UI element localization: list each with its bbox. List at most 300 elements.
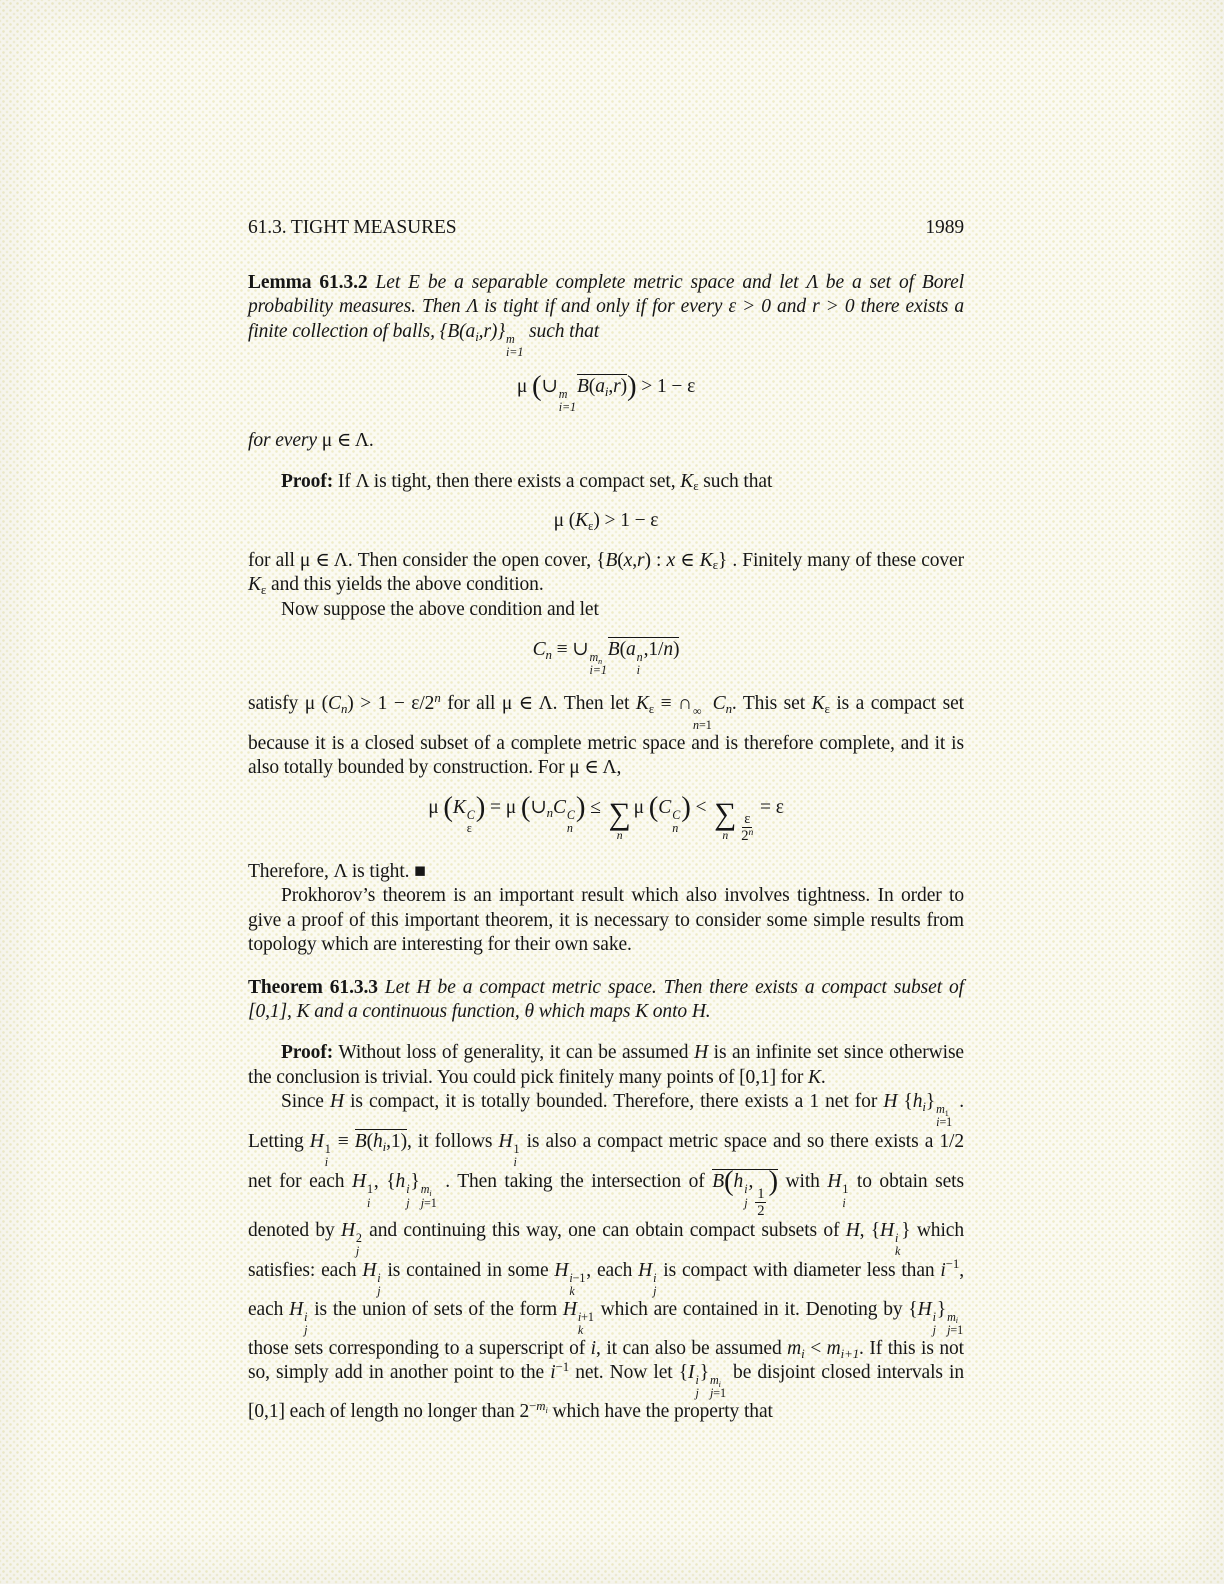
text-run: H	[289, 1298, 304, 1320]
text-run: H	[562, 1298, 577, 1320]
text-run	[637, 651, 643, 677]
proof-paragraph	[248, 1041, 964, 1090]
text-run: j	[653, 1283, 657, 1298]
display-formula	[248, 637, 964, 677]
text-run	[755, 1186, 766, 1220]
text-run: . This set	[731, 693, 812, 715]
text-run: ε	[824, 702, 830, 717]
text-run: K	[575, 510, 589, 532]
text-run: ε	[648, 702, 655, 717]
text-run: 1	[757, 1185, 765, 1202]
text-run: H	[638, 1259, 653, 1281]
text-run: n	[434, 691, 441, 706]
text-run: 1	[366, 1182, 373, 1197]
text-run	[569, 1272, 585, 1285]
text-run: n	[672, 820, 679, 835]
text-run: 1	[944, 1108, 949, 1118]
text-run: Now suppose the above condition and let	[281, 598, 599, 620]
text-run: −1	[572, 1270, 586, 1285]
text-run: I	[688, 1362, 695, 1384]
text-run: j	[304, 1322, 308, 1337]
text-run: (	[648, 790, 659, 823]
text-run: for all μ ∈ Λ. Then consider the open cover, {	[248, 549, 606, 571]
text-run: to obtain sets denoted by	[248, 1171, 964, 1242]
text-run	[936, 1103, 952, 1129]
text-run: K	[248, 574, 261, 596]
text-run: i+1	[840, 1346, 860, 1361]
text-run	[421, 1197, 437, 1210]
text-run: 1	[324, 1142, 331, 1157]
text-run: n	[616, 829, 623, 843]
text-run: which have the property that	[547, 1401, 773, 1423]
text-run: C	[672, 807, 681, 822]
text-run: (	[619, 639, 626, 661]
text-run: j	[709, 1386, 714, 1401]
text-run	[569, 1272, 585, 1298]
text-run: which are contained in it. Denoting by {	[594, 1298, 918, 1320]
text-run: μ	[633, 796, 649, 818]
text-run: i	[577, 1309, 582, 1324]
text-run: x	[666, 549, 676, 571]
text-run	[608, 637, 680, 677]
text-run: for all μ ∈ Λ. Then let	[440, 693, 636, 715]
text-run: i	[922, 1100, 926, 1115]
text-run: } which satisfies: each	[248, 1220, 964, 1281]
text-run: )	[475, 790, 486, 823]
paragraph	[248, 1090, 964, 1425]
text-run: }	[936, 1298, 947, 1320]
text-run: ∈	[675, 549, 700, 571]
text-run: H	[827, 1171, 842, 1193]
text-run: Theorem 61.3.3	[248, 976, 378, 998]
text-run: i	[801, 1346, 805, 1361]
text-run: ε	[712, 558, 718, 573]
text-run: net. Now let {	[569, 1362, 689, 1384]
text-run	[559, 388, 576, 414]
text-run: n	[598, 656, 603, 666]
text-run: (	[520, 790, 531, 823]
text-run: Therefore, Λ is tight. ■	[248, 860, 426, 882]
text-run: H	[845, 1220, 860, 1242]
text-run: and this yields the above condition.	[266, 574, 544, 596]
text-run: }	[925, 1091, 936, 1113]
text-run: is the union of sets of the form	[308, 1298, 563, 1320]
text-run: H	[362, 1259, 377, 1281]
text-run: m	[787, 1337, 802, 1359]
text-run: H	[340, 1220, 355, 1242]
text-run: (	[531, 369, 542, 402]
text-run: i	[940, 1259, 946, 1281]
text-run: i	[653, 1270, 657, 1285]
text-run: =1	[713, 1386, 726, 1401]
text-run	[947, 1311, 963, 1337]
text-run: C	[552, 796, 566, 818]
text-run	[842, 1183, 848, 1209]
text-run: }	[699, 1362, 709, 1384]
text-run: h	[373, 1131, 383, 1153]
text-run	[356, 1232, 362, 1258]
text-run: i	[744, 1182, 748, 1197]
text-run: = μ	[485, 796, 521, 818]
text-run: n	[545, 648, 552, 663]
text-run: n	[340, 702, 348, 717]
page-content-column	[248, 216, 964, 1425]
text-run: K	[680, 470, 694, 492]
text-run: Since	[281, 1091, 330, 1113]
text-run: i	[590, 1337, 596, 1359]
text-run: j	[355, 1244, 360, 1259]
text-run: +1	[581, 1309, 594, 1324]
text-run: i	[304, 1309, 308, 1324]
text-run: r	[613, 375, 621, 397]
text-run: .	[820, 1066, 826, 1088]
text-run: (	[724, 1165, 734, 1198]
text-run: r	[637, 549, 645, 571]
text-run: satisfy μ (	[248, 693, 329, 715]
text-run: j	[377, 1283, 381, 1298]
text-run: } . Finitely many of these cover	[717, 549, 965, 571]
text-run: H	[498, 1131, 513, 1153]
text-run: such that	[698, 470, 773, 492]
text-run: H	[880, 1220, 894, 1242]
text-run: is compact with diameter less than	[657, 1259, 941, 1281]
text-run	[577, 374, 627, 397]
text-run: n	[636, 650, 643, 665]
text-run: a	[595, 375, 605, 397]
display-formula	[248, 790, 964, 845]
text-run: is also a compact metric space and so there exists a 1/2 net for each	[248, 1131, 964, 1193]
text-run: ,	[748, 1171, 754, 1193]
text-run: be disjoint closed intervals in [0,1] each of length no longer than 2	[248, 1362, 964, 1423]
text-run: =1	[950, 1322, 964, 1337]
text-run: (	[617, 549, 624, 571]
text-run: j	[932, 1322, 936, 1337]
statement-paragraph	[248, 976, 964, 1025]
text-run: j	[744, 1195, 748, 1210]
text-run	[936, 1116, 952, 1129]
text-run: m	[947, 1309, 956, 1324]
text-run: n	[693, 717, 699, 732]
text-run: −1	[945, 1257, 960, 1272]
text-run: m	[936, 1102, 945, 1117]
text-run: , {	[859, 1220, 881, 1242]
text-run	[693, 705, 712, 731]
text-run: j	[420, 1195, 424, 1210]
text-run: ≡ ∪	[551, 639, 589, 661]
text-run: C	[566, 807, 575, 822]
text-run: > 1 − ε	[636, 375, 696, 397]
text-run	[578, 1311, 594, 1324]
text-run: , it can also be assumed	[596, 1337, 788, 1359]
text-run: H	[351, 1171, 366, 1193]
text-run: . If this is not so, simply add in another point to the	[248, 1337, 965, 1384]
text-run: m	[709, 1373, 719, 1388]
text-run	[741, 828, 753, 844]
text-run: =1	[423, 1195, 437, 1210]
text-run: i	[604, 384, 609, 399]
text-run: K	[811, 693, 825, 715]
text-run: is compact, it is totally bounded. Therefore, there exists a 1 net for	[343, 1091, 884, 1113]
text-run: −	[529, 1399, 537, 1414]
text-run: Proof:	[281, 1042, 334, 1064]
text-run: j	[406, 1195, 410, 1210]
text-run: i	[475, 329, 479, 344]
text-run: is contained in some	[381, 1259, 555, 1281]
text-run: H	[883, 1091, 898, 1113]
text-run: j	[695, 1386, 699, 1401]
text-run: for every	[248, 429, 322, 451]
text-run: H	[917, 1298, 932, 1320]
text-run	[672, 809, 680, 835]
text-run: i	[718, 1379, 721, 1389]
text-run: i=1	[558, 399, 576, 414]
text-run: Let E be a separable complete metric space and let Λ be a set of Borel probability measures. Then Λ is tight if and only if for every ε > 0 and r > 0 there exists a finite collection of balls, {B(a	[248, 271, 965, 342]
text-run	[714, 796, 737, 843]
text-run: i	[324, 1155, 328, 1170]
section-title: 61.3. TIGHT MEASURES	[248, 217, 457, 238]
text-run	[377, 1272, 380, 1298]
text-run: ) :	[644, 549, 667, 571]
text-run: h	[912, 1091, 923, 1113]
text-run: μ	[516, 375, 532, 397]
text-run: −1	[555, 1360, 570, 1375]
text-run: C	[532, 639, 546, 661]
text-run: 1	[513, 1142, 520, 1157]
text-run	[529, 1399, 548, 1413]
paragraph	[248, 598, 964, 623]
text-run: i	[429, 1188, 432, 1198]
text-run: . Letting	[248, 1091, 965, 1153]
text-run	[653, 1272, 656, 1298]
text-run: , it follows	[406, 1131, 499, 1153]
text-run: . Then taking the intersection of	[437, 1171, 713, 1193]
text-run: ,	[632, 549, 638, 571]
text-run: i	[382, 1140, 387, 1155]
text-run: K	[452, 796, 466, 818]
text-run: m	[536, 1399, 546, 1414]
text-run: is an infinite set since otherwise the conclusion is trivial. You could pick finitely many points of [0,1] for	[248, 1042, 964, 1088]
text-run: (	[588, 375, 596, 397]
text-run: K	[635, 693, 649, 715]
paragraph	[248, 692, 964, 780]
text-run	[421, 1183, 437, 1209]
text-run: i	[513, 1155, 517, 1170]
text-run: If Λ is tight, then there exists a compact set,	[333, 470, 681, 492]
proof-paragraph	[248, 470, 964, 495]
text-run: B	[354, 1131, 367, 1153]
text-run	[567, 809, 575, 835]
text-run: and continuing this way, one can obtain compact subsets of	[362, 1220, 846, 1242]
text-run: H	[694, 1042, 709, 1064]
text-run: ε	[693, 479, 699, 494]
text-run: ∑	[714, 796, 737, 832]
text-run: n	[566, 820, 573, 835]
text-run: )	[673, 639, 680, 661]
text-run: H	[329, 1091, 344, 1113]
text-run: , each	[586, 1259, 639, 1281]
text-run: Proof:	[281, 470, 334, 492]
text-run: i=1	[589, 663, 607, 678]
page-number: 1989	[925, 217, 964, 238]
text-run: )	[627, 369, 637, 402]
paragraph	[248, 549, 964, 598]
text-run: Prokhorov’s theorem is an important result which also involves tightness. In order to give a proof of this important theorem, it is necessary to consider some simple results from topology which are interesting for their own sake.	[248, 885, 964, 956]
text-run: B	[576, 375, 589, 397]
text-run: n	[722, 829, 729, 843]
text-run: (	[443, 790, 453, 823]
text-run	[514, 1143, 520, 1169]
text-run	[710, 1387, 726, 1400]
text-run: ≡	[331, 1131, 355, 1153]
text-run: <	[804, 1337, 827, 1359]
text-run: ,1/	[643, 639, 664, 661]
text-run: ∞	[693, 704, 702, 719]
text-run: m	[589, 650, 599, 665]
text-run: m	[420, 1182, 430, 1197]
text-run	[608, 796, 631, 843]
text-run	[933, 1311, 936, 1337]
text-run: )	[575, 790, 586, 823]
text-run: i	[545, 1404, 548, 1415]
text-run: C	[712, 693, 726, 715]
text-run: m	[558, 386, 568, 401]
text-run: a	[626, 639, 636, 661]
text-run: such that	[524, 320, 600, 342]
text-run: ≡ ∩	[654, 693, 693, 715]
text-run: i	[932, 1309, 936, 1324]
text-run	[695, 1374, 698, 1400]
text-run: <	[690, 796, 712, 818]
text-run: , {	[373, 1171, 396, 1193]
text-run: {	[897, 1091, 913, 1113]
text-run: k	[569, 1283, 575, 1298]
text-run	[710, 1374, 726, 1400]
text-run: i=1	[506, 344, 524, 359]
text-run	[895, 1232, 900, 1258]
text-run: ,r)}	[478, 320, 506, 342]
text-run	[693, 719, 712, 732]
text-run	[590, 651, 607, 677]
text-run: those sets corresponding to a superscript of	[248, 1337, 591, 1359]
text-run: Let H be a compact metric space. Then there exists a compact subset of [0,1], K and a continuous function, θ which maps K onto H.	[248, 976, 964, 1023]
text-run: B	[607, 639, 620, 661]
text-run: is a compact set because it is a closed subset of a complete metric space and is therefore complete, and it is also totally bounded by construction. For μ ∈ Λ,	[248, 693, 964, 779]
text-run	[712, 1165, 778, 1220]
text-run: i	[936, 1115, 940, 1130]
text-run: ε	[588, 518, 594, 533]
text-run	[741, 811, 753, 845]
display-formula	[248, 369, 964, 414]
text-run: ∪	[541, 375, 558, 397]
text-run: ) > 1 − ε	[593, 510, 659, 532]
text-run: i	[636, 663, 640, 678]
text-run: i	[569, 1270, 573, 1285]
text-run: B	[712, 1171, 725, 1193]
text-run: i	[366, 1195, 371, 1210]
text-run: K	[808, 1066, 821, 1088]
text-run: i	[377, 1270, 381, 1285]
text-run	[744, 1183, 747, 1209]
text-run: i	[842, 1195, 846, 1210]
text-run: ≤	[585, 796, 606, 818]
text-run: ) > 1 − ε/2	[347, 693, 435, 715]
text-run: h	[733, 1171, 744, 1193]
text-run: ∪	[530, 796, 547, 818]
text-run: Without loss of generality, it can be assumed	[333, 1042, 695, 1064]
text-run: C	[466, 807, 475, 822]
statement-paragraph	[248, 271, 964, 359]
text-run: 2	[757, 1203, 765, 1220]
text-run: C	[658, 796, 672, 818]
text-run	[406, 1183, 409, 1209]
text-run: 2	[741, 828, 749, 845]
text-run: m	[826, 1337, 841, 1359]
text-run: k	[895, 1244, 901, 1259]
text-run: μ	[428, 796, 444, 818]
text-run: n	[748, 827, 754, 838]
text-run: )	[620, 375, 628, 397]
paragraph	[248, 884, 964, 958]
text-run	[467, 809, 475, 835]
text-run: )	[768, 1165, 778, 1198]
text-run: x	[623, 549, 633, 571]
text-run	[354, 1129, 407, 1155]
page-header	[248, 216, 964, 241]
text-run: i	[406, 1182, 410, 1197]
text-run: H	[554, 1259, 569, 1281]
paragraph	[248, 429, 964, 454]
text-run: , each	[248, 1259, 965, 1320]
text-run	[506, 333, 523, 359]
display-formula	[248, 509, 964, 534]
text-run: i	[955, 1316, 958, 1326]
text-run: μ (	[553, 510, 576, 532]
text-run: i	[550, 1362, 556, 1384]
text-run: K	[699, 549, 713, 571]
text-run: =1	[698, 717, 712, 732]
text-run: 1	[842, 1182, 849, 1197]
text-run: h	[395, 1171, 406, 1193]
text-run: j	[947, 1322, 951, 1337]
text-run	[947, 1324, 963, 1337]
text-run	[304, 1311, 307, 1337]
text-run: C	[328, 693, 341, 715]
text-run	[325, 1143, 331, 1169]
paragraph	[248, 860, 964, 885]
text-run: ,1)	[386, 1131, 407, 1153]
text-run: μ ∈ Λ.	[321, 429, 374, 451]
text-run: n	[663, 639, 674, 661]
text-run: n	[546, 805, 553, 820]
text-run: ε	[260, 583, 267, 598]
text-run: i	[895, 1231, 899, 1246]
text-run	[578, 1311, 594, 1337]
text-run: n	[725, 702, 732, 717]
text-run: m	[506, 331, 515, 346]
text-run	[367, 1183, 373, 1209]
text-run: 2	[355, 1231, 362, 1246]
page-content	[248, 271, 964, 1425]
text-run: Lemma 61.3.2	[248, 271, 368, 293]
text-run: H	[309, 1131, 324, 1153]
text-run: (	[366, 1131, 374, 1153]
text-run: ,	[608, 375, 614, 397]
text-run: with	[777, 1171, 828, 1193]
text-run: }	[410, 1171, 420, 1193]
text-run: k	[577, 1322, 584, 1337]
text-run: B	[605, 549, 618, 571]
text-run: ε	[744, 810, 751, 827]
